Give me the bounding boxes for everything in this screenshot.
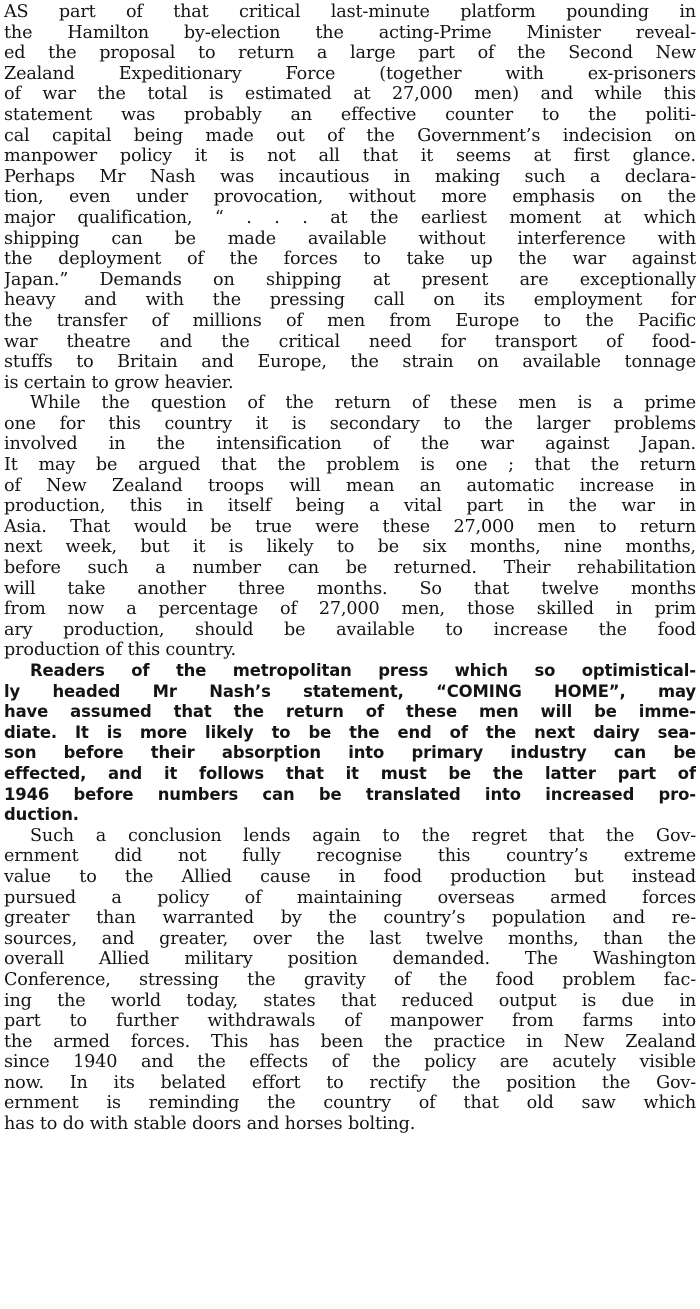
text-line: has to do with stable doors and horses bolting. <box>4 1114 416 1135</box>
text-line: part to further withdrawals of manpower from farms into <box>4 1011 696 1032</box>
text-line: is certain to grow heavier. <box>4 372 234 393</box>
text-line: ernment did not fully recognise this country’s extreme <box>4 846 696 867</box>
text-line: Japan.” Demands on shipping at present are exceptionally <box>4 269 696 290</box>
text-line: value to the Allied cause in food production but instead <box>4 866 696 887</box>
text-line: tion, even under provocation, without more emphasis on the <box>4 187 696 208</box>
text-line: pursued a policy of maintaining overseas armed forces <box>4 887 696 908</box>
text-line: next week, but it is likely to be six months, nine months, <box>4 537 696 558</box>
text-line: since 1940 and the effects of the policy are acutely visible <box>4 1052 696 1073</box>
text-line: heavy and with the pressing call on its employment for <box>4 290 696 311</box>
text-line: greater than warranted by the country’s population and re- <box>4 908 696 929</box>
text-line: major qualification, “ . . . at the earliest moment at which <box>4 207 696 228</box>
text-line: production, this in itself being a vital part in the war in <box>4 496 696 517</box>
text-line: duction. <box>4 805 79 825</box>
text-line: now. In its belated effort to rectify the position the Gov- <box>4 1072 696 1093</box>
text-line: statement was probably an effective counter to the politi- <box>4 104 696 125</box>
text-line: While the question of the return of these men is a prime <box>30 393 696 414</box>
text-line: diate. It is more likely to be the end of the next dairy sea- <box>4 722 696 742</box>
paragraph-1 <box>4 2 696 393</box>
text-line: Perhaps Mr Nash was incautious in making such a declara- <box>4 166 696 187</box>
text-line: son before their absorption into primary industry can be <box>4 743 696 763</box>
text-line: Asia. That would be true were these 27,000 men to return <box>4 516 696 537</box>
text-line: involved in the intensification of the war against Japan. <box>4 434 696 455</box>
article-body <box>4 2 696 1135</box>
text-line: of New Zealand troops will mean an automatic increase in <box>4 475 696 496</box>
text-line: of war the total is estimated at 27,000 men) and while this <box>4 84 696 105</box>
text-line: shipping can be made available without interference with <box>4 228 696 249</box>
text-line: the Hamilton by-election the acting-Prime Minister reveal- <box>4 22 696 43</box>
text-line: sources, and greater, over the last twelve months, than the <box>4 928 696 949</box>
text-line: will take another three months. So that twelve months <box>4 578 696 599</box>
text-line: ernment is reminding the country of that old saw which <box>4 1093 696 1114</box>
text-line: 1946 before numbers can be translated into increased pro- <box>4 784 696 804</box>
text-line: one for this country it is secondary to the larger problems <box>4 413 696 434</box>
text-line: ing the world today, states that reduced output is due in <box>4 990 696 1011</box>
text-line: the deployment of the forces to take up the war against <box>4 249 696 270</box>
text-line: Conference, stressing the gravity of the food problem fac- <box>4 969 696 990</box>
text-line: have assumed that the return of these men will be imme- <box>4 702 696 722</box>
paragraph-3-bold <box>4 661 696 826</box>
paragraph-2 <box>4 393 696 661</box>
text-line: AS part of that critical last-minute platform pounding in <box>4 2 696 22</box>
text-line: war theatre and the critical need for transport of food- <box>4 331 696 352</box>
text-line: ed the proposal to return a large part of the Second New <box>4 43 696 64</box>
text-line: from now a percentage of 27,000 men, those skilled in prim <box>4 599 696 620</box>
text-line: Such a conclusion lends again to the regret that the Gov- <box>30 825 696 846</box>
text-line: stuffs to Britain and Europe, the strain on available tonnage <box>4 352 696 373</box>
text-line: ary production, should be available to increase the food <box>4 619 696 640</box>
text-line: the armed forces. This has been the practice in New Zealand <box>4 1031 696 1052</box>
text-line: production of this country. <box>4 640 237 661</box>
text-line: cal capital being made out of the Government’s indecision on <box>4 125 696 146</box>
text-line: Readers of the metropolitan press which so optimistical- <box>30 661 696 680</box>
text-line: manpower policy it is not all that it seems at first glance. <box>4 146 696 167</box>
text-line: the transfer of millions of men from Europe to the Pacific <box>4 310 696 331</box>
text-line: before such a number can be returned. Their rehabilitation <box>4 558 696 579</box>
text-line: ly headed Mr Nash’s statement, “COMING HOME”, may <box>4 681 696 701</box>
text-line: Zealand Expeditionary Force (together with ex-prisoners <box>4 63 696 84</box>
text-line: overall Allied military position demanded. The Washington <box>4 949 696 970</box>
text-line: effected, and it follows that it must be the latter part of <box>4 763 696 783</box>
text-line: It may be argued that the problem is one ; that the return <box>4 455 696 476</box>
paragraph-4 <box>4 826 696 1135</box>
